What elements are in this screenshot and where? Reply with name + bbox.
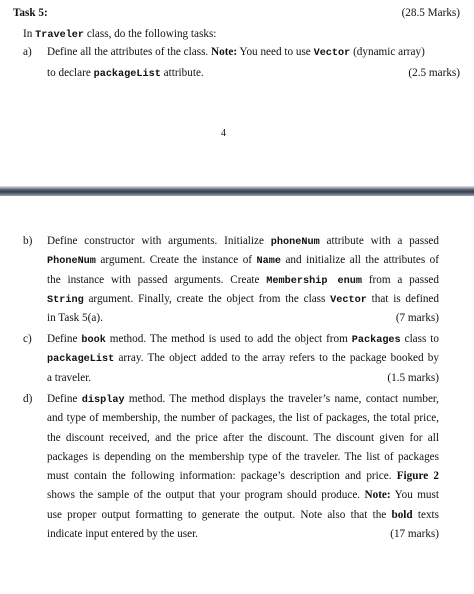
page-separator <box>0 186 474 196</box>
item-d-line2: and type of membership, the number of packages, the list of packages, the total price, <box>47 412 439 425</box>
item-d-line3: the discount received, and the price after the discount. The discount given for all <box>47 431 439 444</box>
task-marks: (28.5 Marks) <box>401 7 460 19</box>
item-b-line5: in Task 5(a). (7 marks) <box>47 312 439 325</box>
item-a-marks: (2.5 marks) <box>408 67 460 79</box>
item-b-line2: PhoneNum argument. Create the instance of Name and initialize all the attributes of <box>47 254 439 268</box>
item-a-label: a) <box>23 46 32 58</box>
item-d-label: d) <box>23 393 33 405</box>
task-title: Task 5: <box>13 7 48 19</box>
item-b-line4: String argument. Finally, create the object from the class Vector that is defined <box>47 292 439 306</box>
page-number: 4 <box>221 128 226 139</box>
item-b-marks: (7 marks) <box>395 312 439 325</box>
item-b-text <box>47 234 439 330</box>
item-c-text <box>47 332 439 390</box>
item-c-line2: packageList array. The object added to the array refers to the package booked by <box>47 352 439 366</box>
task-intro: In Traveler class, do the following tasks: <box>23 28 217 41</box>
item-d-line8: indicate input entered by the user. (17 marks) <box>47 528 439 541</box>
item-b-line1: Define constructor with arguments. Initialize phoneNum attribute with a passed <box>47 235 439 248</box>
item-b-line3: the instance with passed arguments. Create Membership enum from a passed <box>47 273 439 287</box>
item-c-line3: a traveler. (1.5 marks) <box>47 371 439 384</box>
item-d-text <box>47 392 439 546</box>
item-a-line2: to declare packageList attribute. <box>47 67 204 80</box>
item-d-line1: Define display method. The method displays the traveler’s name, contact number, <box>47 393 439 406</box>
item-a-line1: Define all the attributes of the class. Note: You need to use Vector (dynamic array) <box>47 46 425 59</box>
item-b-label: b) <box>23 235 33 247</box>
item-c-label: c) <box>23 333 32 345</box>
item-d-line6: shows the sample of the output that your program should produce. Note: You must <box>47 489 439 502</box>
item-d-line5: must contain the following information: package’s description and price. Figure 2 <box>47 470 439 483</box>
item-d-line7: use proper output formatting to generate the output. Note also that the bold texts <box>47 508 439 521</box>
item-c-marks: (1.5 marks) <box>387 371 439 384</box>
document-page-bottom <box>0 196 474 594</box>
item-c-line1: Define book method. The method is used to add the object from Packages class to <box>47 333 439 346</box>
document-page-top <box>0 0 474 186</box>
item-d-line4: packages is depending on the membership type of the traveler. The list of packages <box>47 450 439 463</box>
item-d-marks: (17 marks) <box>390 528 439 541</box>
